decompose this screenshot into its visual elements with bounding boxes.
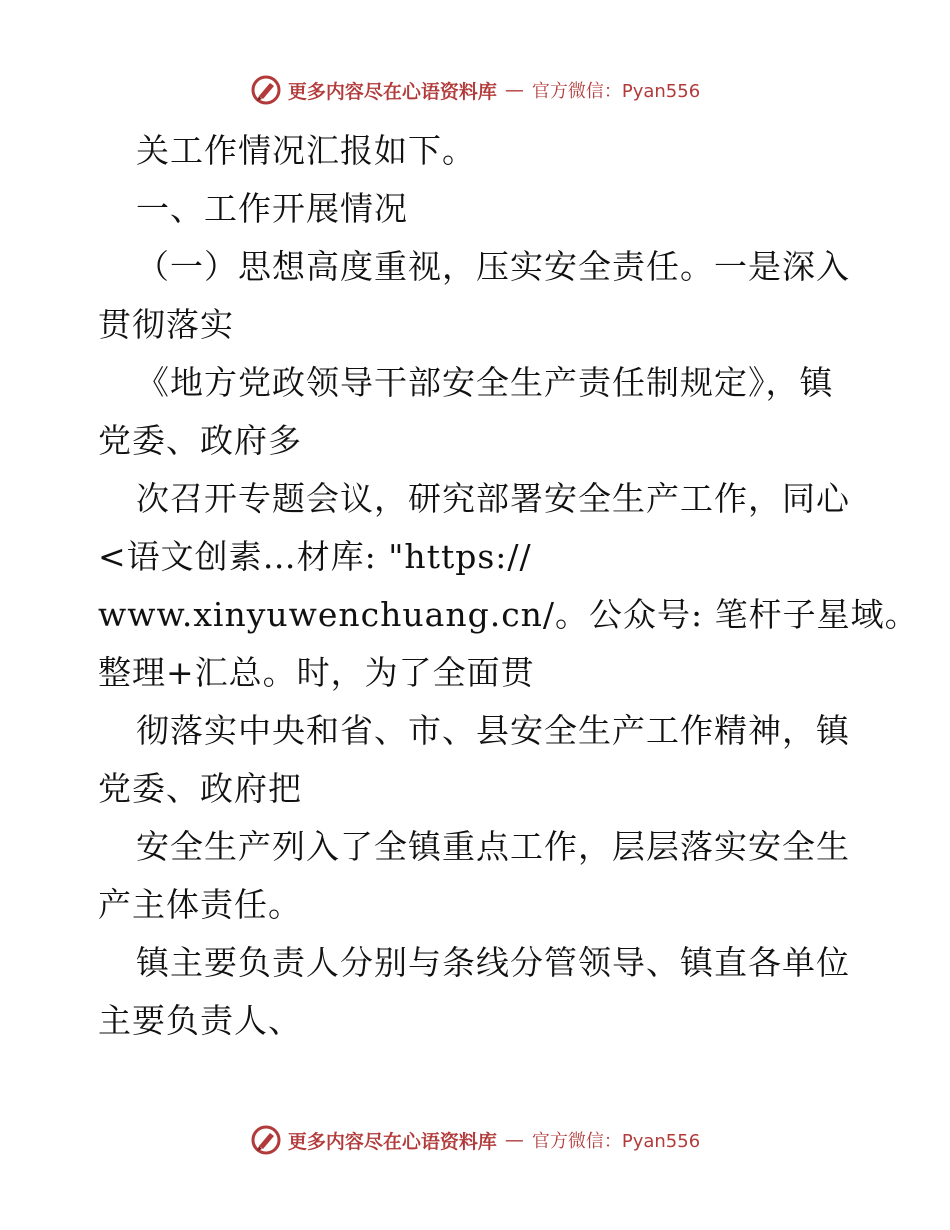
banner-content	[250, 74, 700, 106]
header-banner	[0, 70, 950, 110]
pen-logo-icon	[250, 74, 282, 106]
banner-dash: —	[504, 79, 524, 101]
banner-wechat: 官方微信：Pyan556	[531, 81, 701, 102]
text-line: 次召开专题会议，研究部署安全生产工作，同心	[136, 479, 850, 518]
text-line: 安全生产列入了全镇重点工作，层层落实安全生	[136, 827, 850, 866]
text-line: 贯彻落实	[98, 305, 234, 344]
text-line: <语文创素…材库: "https://	[98, 537, 532, 576]
document-body	[98, 122, 919, 1050]
footer-banner	[0, 1120, 950, 1160]
text-line: 彻落实中央和省、市、县安全生产工作精神，镇	[136, 711, 850, 750]
text-line: www.xinyuwenchuang.cn/。公众号: 笔杆子星域。	[98, 595, 919, 634]
banner-title: 更多内容尽在心语资料库	[287, 80, 497, 103]
section-heading: 一、工作开展情况	[136, 189, 408, 228]
banner-content	[250, 1124, 700, 1156]
text-line: 关工作情况汇报如下。	[136, 131, 476, 170]
text-line: 主要负责人、	[98, 1001, 302, 1040]
text-line: 党委、政府多	[98, 421, 302, 460]
text-line: 镇主要负责人分别与条线分管领导、镇直各单位	[136, 943, 850, 982]
text-line: 党委、政府把	[98, 769, 302, 808]
banner-title: 更多内容尽在心语资料库	[287, 1130, 497, 1153]
text-line: 《地方党政领导干部安全生产责任制规定》，镇	[136, 363, 834, 402]
pen-logo-icon	[250, 1124, 282, 1156]
text-line: 产主体责任。	[98, 885, 302, 924]
banner-wechat: 官方微信：Pyan556	[531, 1131, 701, 1152]
text-line: 整理+汇总。时，为了全面贯	[98, 653, 535, 692]
text-line: （一）思想高度重视，压实安全责任。一是深入	[136, 247, 850, 286]
banner-dash: —	[504, 1129, 524, 1151]
